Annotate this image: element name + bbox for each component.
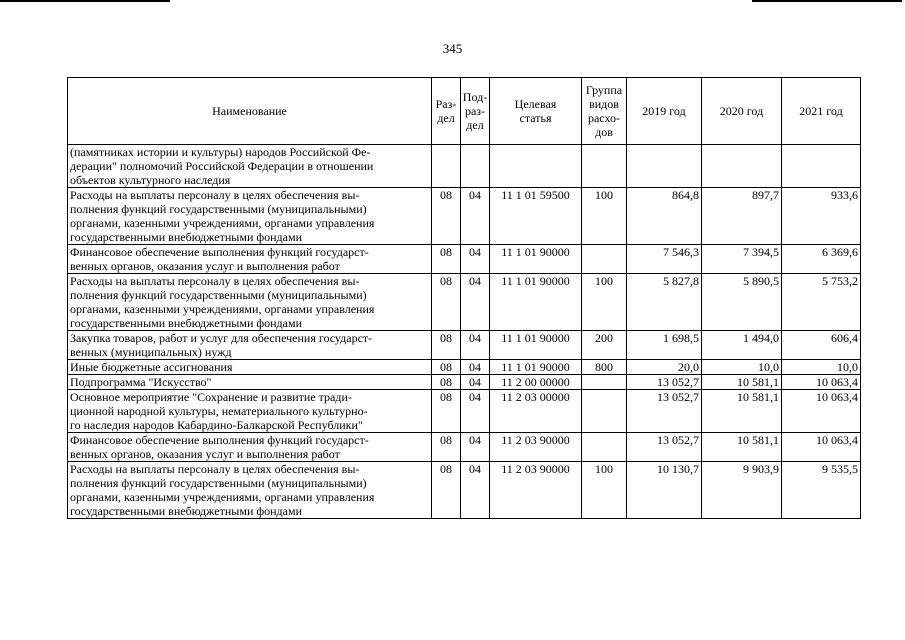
cell-2021: 606,4 (782, 331, 861, 360)
cell-target-article (490, 145, 582, 188)
cell-2020: 7 394,5 (702, 245, 782, 274)
cell-name: Расходы на выплаты персоналу в целях обеспечения вы- полнения функций государственными (муниципальными) органами, казенными учреждениями, органами управления государственными внебюджетными фондами (68, 274, 432, 331)
cell-name: Закупка товаров, работ и услуг для обеспечения государст- венных (муниципальных) нужд (68, 331, 432, 360)
cell-expense-group (582, 245, 627, 274)
cell-razdel (432, 145, 461, 188)
cell-name: Финансовое обеспечение выполнения функций государст- венных органов, оказания услуг и выполнения работ (68, 433, 432, 462)
cell-razdel: 08 (432, 274, 461, 331)
cell-razdel: 08 (432, 462, 461, 519)
cell-target-article: 11 2 03 90000 (490, 433, 582, 462)
cell-name: Расходы на выплаты персоналу в целях обеспечения вы- полнения функций государственными (муниципальными) органами, казенными учреждениями, органами управления государственными внебюджетными фондами (68, 462, 432, 519)
table-row (68, 145, 861, 188)
cell-name: Расходы на выплаты персоналу в целях обеспечения вы- полнения функций государственными (муниципальными) органами, казенными учреждениями, органами управления государственными внебюджетными фондами (68, 188, 432, 245)
cell-name: Основное мероприятие "Сохранение и развитие тради- ционной народной культуры, нематериального культурно- го наследия народов Кабардино-Балкарской Республики" (68, 390, 432, 433)
cell-target-article: 11 1 01 90000 (490, 331, 582, 360)
cell-2019: 5 827,8 (627, 274, 702, 331)
cell-2021: 9 535,5 (782, 462, 861, 519)
table-row (68, 433, 861, 462)
cell-name: Подпрограмма "Искусство" (68, 375, 432, 390)
cell-2021: 10 063,4 (782, 433, 861, 462)
cell-2019: 13 052,7 (627, 433, 702, 462)
budget-table (67, 77, 861, 519)
cell-target-article: 11 1 01 59500 (490, 188, 582, 245)
cell-2020: 10 581,1 (702, 433, 782, 462)
cell-target-article: 11 2 03 90000 (490, 462, 582, 519)
cell-target-article: 11 1 01 90000 (490, 245, 582, 274)
cell-name: Финансовое обеспечение выполнения функций государст- венных органов, оказания услуг и выполнения работ (68, 245, 432, 274)
cell-expense-group: 200 (582, 331, 627, 360)
cell-target-article: 11 1 01 90000 (490, 274, 582, 331)
table-row (68, 360, 861, 375)
cell-2020: 10 581,1 (702, 375, 782, 390)
table-row (68, 375, 861, 390)
cell-name: Иные бюджетные ассигнования (68, 360, 432, 375)
cell-expense-group (582, 145, 627, 188)
cell-2019: 13 052,7 (627, 375, 702, 390)
cell-podrazdel: 04 (461, 188, 490, 245)
cell-razdel: 08 (432, 245, 461, 274)
cell-expense-group: 100 (582, 274, 627, 331)
cell-target-article: 11 1 01 90000 (490, 360, 582, 375)
cell-podrazdel: 04 (461, 360, 490, 375)
cell-2020: 1 494,0 (702, 331, 782, 360)
cell-expense-group (582, 375, 627, 390)
cell-razdel: 08 (432, 360, 461, 375)
cell-2021: 10 063,4 (782, 390, 861, 433)
cell-2021: 5 753,2 (782, 274, 861, 331)
cell-2021: 10,0 (782, 360, 861, 375)
cell-2020: 9 903,9 (702, 462, 782, 519)
cell-2020: 5 890,5 (702, 274, 782, 331)
cell-expense-group: 800 (582, 360, 627, 375)
header-year-2020: 2020 год (702, 78, 782, 145)
top-edge-rule (0, 0, 170, 2)
header-target-article: Целевая статья (490, 78, 582, 145)
cell-podrazdel: 04 (461, 331, 490, 360)
cell-razdel: 08 (432, 433, 461, 462)
table-row (68, 188, 861, 245)
table-row (68, 274, 861, 331)
cell-expense-group (582, 433, 627, 462)
cell-podrazdel (461, 145, 490, 188)
cell-razdel: 08 (432, 375, 461, 390)
table-row (68, 331, 861, 360)
cell-2020 (702, 145, 782, 188)
cell-2020: 10,0 (702, 360, 782, 375)
header-name: Наименование (68, 78, 432, 145)
cell-2019: 1 698,5 (627, 331, 702, 360)
cell-expense-group: 100 (582, 188, 627, 245)
cell-podrazdel: 04 (461, 433, 490, 462)
cell-name: (памятниках истории и культуры) народов Российской Фе- дерации" полномочий Российской Федерации в отношении объектов культурного наследия (68, 145, 432, 188)
cell-2021: 10 063,4 (782, 375, 861, 390)
table-row (68, 390, 861, 433)
cell-2019: 10 130,7 (627, 462, 702, 519)
table-body (68, 145, 861, 519)
cell-target-article: 11 2 00 00000 (490, 375, 582, 390)
cell-2021: 6 369,6 (782, 245, 861, 274)
cell-expense-group (582, 390, 627, 433)
cell-2020: 10 581,1 (702, 390, 782, 433)
cell-razdel: 08 (432, 390, 461, 433)
cell-razdel: 08 (432, 188, 461, 245)
header-year-2019: 2019 год (627, 78, 702, 145)
header-podrazdel: Под- раз- дел (461, 78, 490, 145)
cell-podrazdel: 04 (461, 390, 490, 433)
cell-expense-group: 100 (582, 462, 627, 519)
header-expense-group: Группа видов расхо- дов (582, 78, 627, 145)
top-edge-rule (752, 0, 902, 2)
page-number: 345 (442, 41, 463, 56)
table-row (68, 462, 861, 519)
cell-2019: 864,8 (627, 188, 702, 245)
cell-2019 (627, 145, 702, 188)
cell-2020: 897,7 (702, 188, 782, 245)
header-year-2021: 2021 год (782, 78, 861, 145)
cell-2019: 20,0 (627, 360, 702, 375)
table-header-row (68, 78, 861, 145)
cell-2019: 7 546,3 (627, 245, 702, 274)
cell-podrazdel: 04 (461, 245, 490, 274)
cell-razdel: 08 (432, 331, 461, 360)
cell-podrazdel: 04 (461, 462, 490, 519)
header-razdel: Раз- дел (432, 78, 461, 145)
cell-2019: 13 052,7 (627, 390, 702, 433)
cell-2021 (782, 145, 861, 188)
table-row (68, 245, 861, 274)
cell-2021: 933,6 (782, 188, 861, 245)
cell-podrazdel: 04 (461, 375, 490, 390)
cell-target-article: 11 2 03 00000 (490, 390, 582, 433)
cell-podrazdel: 04 (461, 274, 490, 331)
